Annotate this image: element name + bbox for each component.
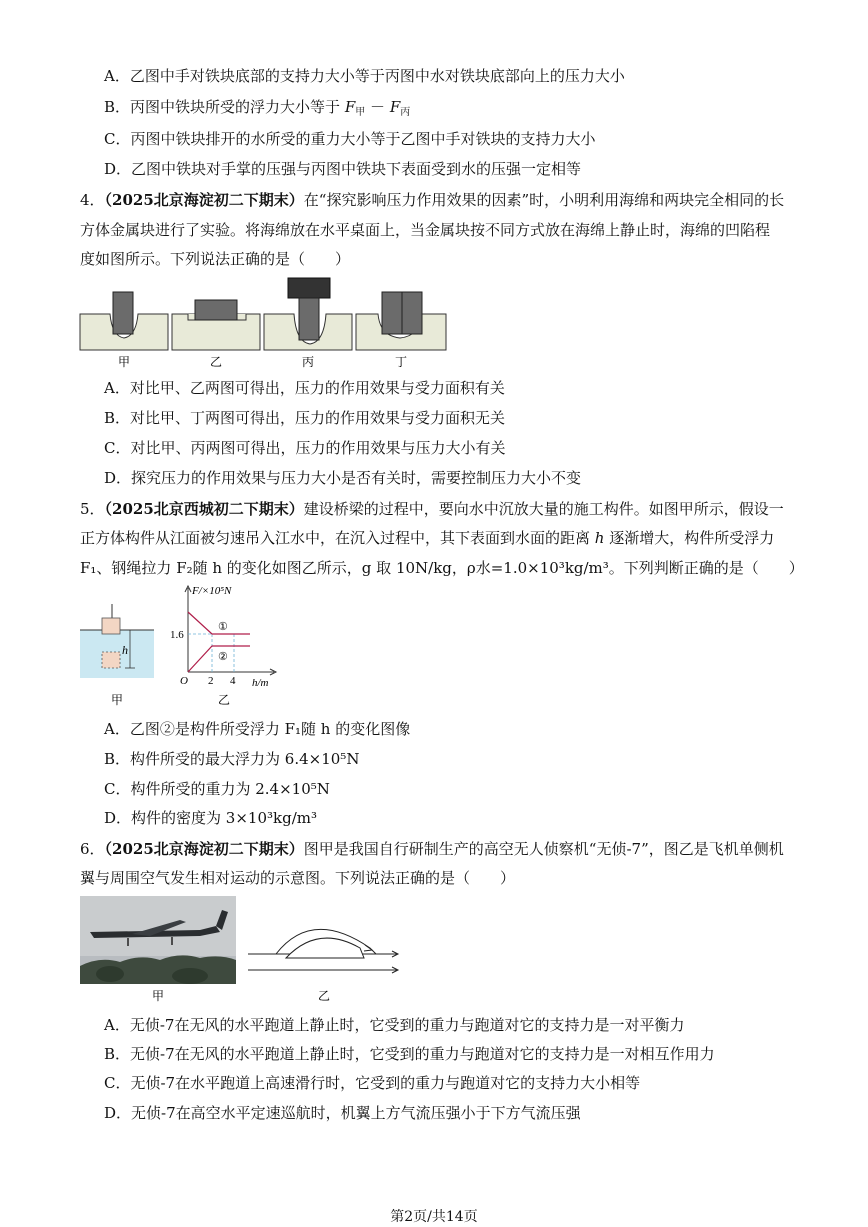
q5-y-axis-label: F/×10⁵N xyxy=(192,585,232,597)
q4-label-bing: 丙 xyxy=(301,355,315,369)
q5-curve-1-label: ① xyxy=(218,621,228,633)
q5-text2b: 逐渐增大，构件所受浮力 xyxy=(609,529,775,547)
q5-option-c: C．构件所受的重力为 2.4×10⁵N xyxy=(104,780,330,798)
q3-option-b-f1: F xyxy=(344,98,356,116)
q5-number: 5． xyxy=(80,500,105,518)
q5-x-tick-2: 2 xyxy=(208,675,214,687)
q4-figure-bing xyxy=(264,278,352,350)
q6-figure xyxy=(80,896,410,1006)
q5-stem-line2 xyxy=(80,528,774,548)
q4-stem-line1 xyxy=(80,190,784,210)
q6-source: （2025北京海淀初二下期末） xyxy=(104,840,304,858)
q4-stem-line3: 度如图所示。下列说法正确的是（ ） xyxy=(80,250,351,268)
q4-stem-line2: 方体金属块进行了实验。将海绵放在水平桌面上，当金属块按不同方式放在海绵上静止时，海绵的凹陷程 xyxy=(80,221,771,239)
q6-option-b: B．无侦-7在无风的水平跑道上静止时，它受到的重力与跑道对它的支持力是一对相互作用力 xyxy=(104,1045,715,1063)
q3-option-b xyxy=(104,97,410,123)
q3-option-c: C．丙图中铁块排开的水所受的重力大小等于乙图中手对铁块的支持力大小 xyxy=(104,130,596,148)
q6-stem-line1 xyxy=(80,839,784,859)
q5-figure xyxy=(78,582,278,710)
q4-label-yi: 乙 xyxy=(209,355,223,369)
q3-option-d: D．乙图中铁块对手掌的压强与丙图中铁块下表面受到水的压强一定相等 xyxy=(104,160,582,178)
q5-text2-h: h xyxy=(594,529,605,547)
q4-option-c: C．对比甲、丙两图可得出，压力的作用效果与压力大小有关 xyxy=(104,439,506,457)
q5-y-tick-label: 1.6 xyxy=(170,629,184,641)
q4-option-b: B．对比甲、丁两图可得出，压力的作用效果与受力面积无关 xyxy=(104,409,506,427)
q5-graph xyxy=(170,585,276,707)
q5-label-jia: 甲 xyxy=(110,693,124,707)
q6-text1: 图甲是我国自行研制生产的高空无人侦察机“无侦-7”，图乙是飞机单侧机 xyxy=(303,840,784,858)
q3-option-b-text: B．丙图中铁块所受的浮力大小等于 xyxy=(104,98,341,116)
q4-number: 4． xyxy=(80,191,105,209)
q3-option-b-sub2: 丙 xyxy=(400,107,411,118)
q5-option-b: B．构件所受的最大浮力为 6.4×10⁵N xyxy=(104,750,360,768)
q4-label-jia: 甲 xyxy=(117,355,131,369)
q4-figure-ding xyxy=(356,292,446,350)
q5-label-yi: 乙 xyxy=(217,693,231,707)
q5-origin-label: O xyxy=(180,675,188,687)
q4-source: （2025北京海淀初二下期末） xyxy=(104,191,304,209)
q4-option-a: A．对比甲、乙两图可得出，压力的作用效果与受力面积有关 xyxy=(104,379,505,397)
q3-option-b-f2: F xyxy=(389,98,401,116)
q4-sponge-figure xyxy=(78,276,450,372)
q6-option-a: A．无侦-7在无风的水平跑道上静止时，它受到的重力与跑道对它的支持力是一对平衡力 xyxy=(104,1016,685,1034)
q6-stem-line2: 翼与周围空气发生相对运动的示意图。下列说法正确的是（ ） xyxy=(80,869,516,887)
q5-source: （2025北京西城初二下期末） xyxy=(104,500,304,518)
q5-stem-line3: F₁、钢绳拉力 F₂随 h 的变化如图乙所示，g 取 10N/kg，ρ水=1.0×10³kg/m³。下列判断正确的是（ ） xyxy=(80,559,804,577)
q6-photo-drone xyxy=(80,896,236,984)
q5-x-tick-4: 4 xyxy=(230,675,236,687)
q5-stem-line1 xyxy=(80,499,784,519)
q6-label-jia: 甲 xyxy=(151,989,165,1003)
q3-option-b-minus: － xyxy=(370,98,386,116)
q6-label-yi: 乙 xyxy=(317,989,331,1003)
q3-option-b-sub1: 甲 xyxy=(355,107,366,118)
q6-wing-diagram xyxy=(248,929,398,1003)
q5-option-a: A．乙图②是构件所受浮力 F₁随 h 的变化图像 xyxy=(104,720,411,738)
q4-label-ding: 丁 xyxy=(394,355,408,369)
page-footer: 第2页/共14页 xyxy=(390,1209,478,1225)
q4-figure-yi xyxy=(172,300,260,350)
q3-option-a: A．乙图中手对铁块底部的支持力大小等于丙图中水对铁块底部向上的压力大小 xyxy=(104,67,625,85)
q5-text2a: 正方体构件从江面被匀速吊入江水中，在沉入过程中，其下表面到水面的距离 xyxy=(80,529,591,547)
q5-text1: 建设桥梁的过程中，要向水中沉放大量的施工构件。如图甲所示，假设一 xyxy=(303,500,784,518)
q4-figure-jia xyxy=(80,292,168,350)
q5-h-label: h xyxy=(122,643,128,657)
q6-option-d: D．无侦-7在高空水平定速巡航时，机翼上方气流压强小于下方气流压强 xyxy=(104,1104,581,1122)
q4-option-d: D．探究压力的作用效果与压力大小是否有关时，需要控制压力大小不变 xyxy=(104,469,582,487)
q5-curve-2-label: ② xyxy=(218,651,228,663)
q5-figure-jia xyxy=(80,604,154,707)
q5-option-d: D．构件的密度为 3×10³kg/m³ xyxy=(104,809,317,827)
q5-x-axis-label: h/m xyxy=(252,677,269,689)
q4-text1: 在“探究影响压力作用效果的因素”时，小明利用海绵和两块完全相同的长 xyxy=(303,191,785,209)
q6-number: 6． xyxy=(80,840,105,858)
q6-option-c: C．无侦-7在水平跑道上高速滑行时，它受到的重力与跑道对它的支持力大小相等 xyxy=(104,1074,641,1092)
